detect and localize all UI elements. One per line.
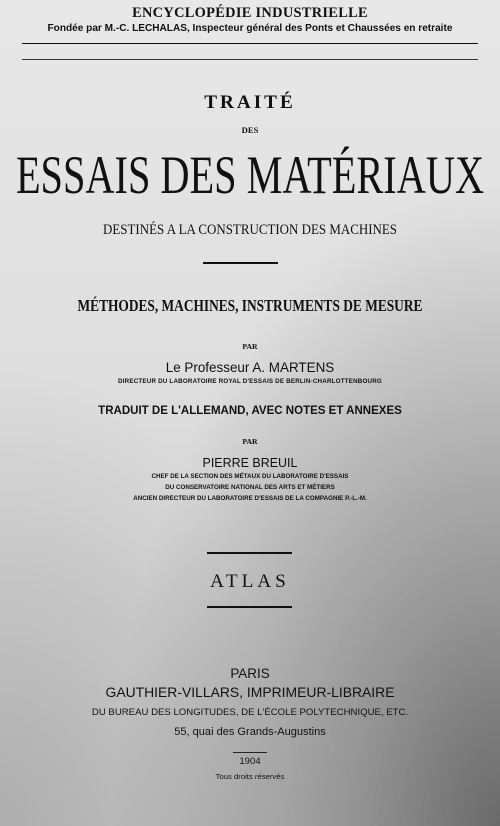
volume-title: ATLAS — [210, 571, 290, 592]
founder-line: Fondée par M.-C. LECHALAS, Inspecteur général des Ponts et Chaussées en retraite — [47, 23, 453, 34]
atlas-rule-top — [207, 552, 292, 554]
translator-credential: DU CONSERVATOIRE NATIONAL DES ARTS ET MÉTIERS — [165, 484, 335, 491]
author-title: DIRECTEUR DU LABORATOIRE ROYAL D'ESSAIS DE BERLIN-CHARLOTTENBOURG — [118, 378, 382, 385]
translator-name: PIERRE BREUIL — [202, 456, 298, 470]
imprint-address: 55, quai des Grands-Augustins — [174, 726, 326, 738]
series-title: ENCYCLOPÉDIE INDUSTRIELLE — [132, 5, 368, 21]
translation-note: TRADUIT DE L'ALLEMAND, AVEC NOTES ET ANNEXES — [98, 405, 402, 417]
header-rule-thin — [22, 59, 478, 60]
subtitle: DESTINÉS A LA CONSTRUCTION DES MACHINES — [103, 222, 397, 238]
imprint-year: 1904 — [239, 756, 261, 767]
imprint-rights: Tous droits réservés — [215, 772, 285, 781]
title-divider — [203, 262, 278, 264]
header-rule — [22, 43, 478, 44]
main-title: ESSAIS DES MATÉRIAUX — [15, 144, 485, 206]
imprint-city: PARIS — [230, 666, 270, 681]
translator-credential: CHEF DE LA SECTION DES MÉTAUX DU LABORATOIRE D'ESSAIS — [151, 473, 349, 480]
des-connector: DES — [241, 125, 259, 135]
par-translator: PAR — [242, 437, 258, 446]
imprint-detail: DU BUREAU DES LONGITUDES, DE L'ÉCOLE POLYTECHNIQUE, ETC. — [91, 707, 409, 718]
methods-heading: MÉTHODES, MACHINES, INSTRUMENTS DE MESURE — [77, 296, 423, 315]
atlas-rule-bottom — [207, 606, 292, 608]
par-author: PAR — [242, 342, 258, 351]
traite-heading: TRAITÉ — [204, 92, 296, 113]
author-name: Le Professeur A. MARTENS — [165, 360, 335, 375]
translator-credential: ANCIEN DIRECTEUR DU LABORATOIRE D'ESSAIS DE LA COMPAGNIE P.-L.-M. — [133, 495, 367, 502]
imprint-publisher: GAUTHIER-VILLARS, IMPRIMEUR-LIBRAIRE — [105, 684, 395, 700]
imprint-rule — [233, 752, 267, 753]
